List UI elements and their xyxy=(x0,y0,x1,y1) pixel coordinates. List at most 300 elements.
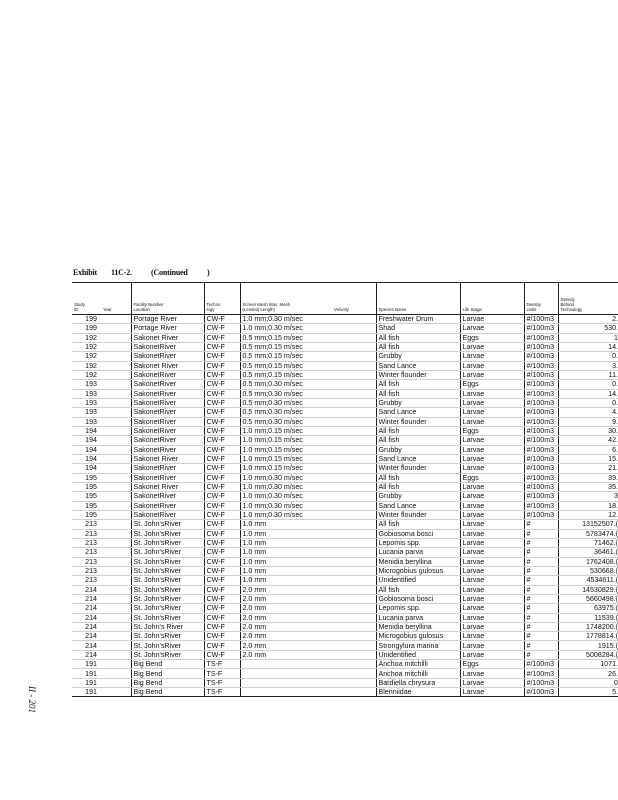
cell-life-stage: Larvae xyxy=(460,482,524,491)
cell-technology: CW-F xyxy=(204,622,240,631)
cell-screen-mesh: 0.5 mm;0.30 m/sec xyxy=(240,380,332,389)
cell-screen-mesh: 0.5 mm;0.30 m/sec xyxy=(240,389,332,398)
cell-location: SakonetRiver xyxy=(131,380,204,389)
cell-location: St. John's River xyxy=(131,622,204,631)
cell-location: Sakonet River xyxy=(131,454,204,463)
col-header-density-units: Density Units xyxy=(524,283,558,315)
cell-density-units: # xyxy=(524,613,558,622)
cell-screen-mesh: 1.0 mm xyxy=(240,557,332,566)
cell-location: St. John'sRiver xyxy=(131,641,204,650)
table-row xyxy=(72,632,618,641)
cell-technology: CW-F xyxy=(204,408,240,417)
cell-screen-mesh: 0.5 mm;0.15 m/sec xyxy=(240,342,332,351)
cell-species: Bardiella chrysura xyxy=(376,678,460,687)
cell-velocity xyxy=(332,622,376,631)
cell-life-stage: Larvae xyxy=(460,688,524,697)
cell-technology: CW-F xyxy=(204,380,240,389)
cell-study-id: 194 xyxy=(72,464,101,473)
cell-velocity xyxy=(332,613,376,622)
cell-density-value: 14530829.( xyxy=(558,585,618,594)
cell-location: Big Bend xyxy=(131,688,204,697)
cell-study-id: 213 xyxy=(72,548,101,557)
cell-velocity xyxy=(332,417,376,426)
cell-location: Portage River xyxy=(131,324,204,333)
cell-velocity xyxy=(332,557,376,566)
cell-density-units: # xyxy=(524,650,558,659)
cell-year xyxy=(101,361,131,370)
cell-screen-mesh: 1.0 mm xyxy=(240,520,332,529)
cell-technology: CW-F xyxy=(204,324,240,333)
cell-species: Microgobius gulosus xyxy=(376,632,460,641)
cell-density-value: 0. xyxy=(558,380,618,389)
cell-species: Anchoa mitchilli xyxy=(376,669,460,678)
table-row xyxy=(72,342,618,351)
cell-density-value: 0. xyxy=(558,352,618,361)
cell-species: Lepomis spp. xyxy=(376,604,460,613)
col-header-year: Year xyxy=(101,283,131,315)
cell-study-id: 195 xyxy=(72,492,101,501)
cell-study-id: 213 xyxy=(72,538,101,547)
cell-technology: CW-F xyxy=(204,352,240,361)
cell-year xyxy=(101,604,131,613)
cell-velocity xyxy=(332,548,376,557)
cell-screen-mesh: 1.0 mm xyxy=(240,529,332,538)
cell-density-units: #/100m3 xyxy=(524,315,558,324)
cell-location: St. John'sRiver xyxy=(131,576,204,585)
cell-species: Lepomis spp. xyxy=(376,538,460,547)
cell-velocity xyxy=(332,370,376,379)
cell-year xyxy=(101,482,131,491)
col-header-velocity: Velocity xyxy=(332,283,376,315)
cell-velocity xyxy=(332,315,376,324)
cell-technology: CW-F xyxy=(204,548,240,557)
cell-location: St. John'sRiver xyxy=(131,604,204,613)
cell-location: St. John'sRiver xyxy=(131,557,204,566)
cell-location: Sakonet River xyxy=(131,333,204,342)
table-row xyxy=(72,436,618,445)
cell-study-id: 192 xyxy=(72,352,101,361)
cell-density-units: #/100m3 xyxy=(524,660,558,669)
cell-technology: CW-F xyxy=(204,426,240,435)
cell-velocity xyxy=(332,566,376,575)
cell-year xyxy=(101,678,131,687)
cell-study-id: 191 xyxy=(72,678,101,687)
cell-screen-mesh: 2.0 mm xyxy=(240,641,332,650)
cell-year xyxy=(101,501,131,510)
cell-life-stage: Larvae xyxy=(460,632,524,641)
table-row xyxy=(72,566,618,575)
cell-year xyxy=(101,660,131,669)
cell-location: SakonetRiver xyxy=(131,510,204,519)
cell-life-stage: Larvae xyxy=(460,510,524,519)
table-row xyxy=(72,380,618,389)
cell-screen-mesh: 0.5 mm;0.15 m/sec xyxy=(240,370,332,379)
cell-screen-mesh: 1.0 mm;0.15 m/sec xyxy=(240,445,332,454)
cell-density-units: #/100m3 xyxy=(524,669,558,678)
cell-density-value: 0. xyxy=(558,398,618,407)
cell-density-value: 530. xyxy=(558,324,618,333)
cell-species: Grubby xyxy=(376,492,460,501)
cell-year xyxy=(101,557,131,566)
cell-screen-mesh: 1.0 mm xyxy=(240,576,332,585)
cell-technology: CW-F xyxy=(204,445,240,454)
cell-species: Sand Lance xyxy=(376,454,460,463)
table-row xyxy=(72,660,618,669)
cell-density-value: 63975.( xyxy=(558,604,618,613)
cell-year xyxy=(101,613,131,622)
cell-study-id: 214 xyxy=(72,641,101,650)
cell-life-stage: Eggs xyxy=(460,660,524,669)
cell-density-units: #/100m3 xyxy=(524,361,558,370)
cell-screen-mesh: 2.0 mm xyxy=(240,594,332,603)
cell-density-units: # xyxy=(524,576,558,585)
col-header-life-stage: Life Stage xyxy=(460,283,524,315)
cell-year xyxy=(101,576,131,585)
cell-density-value: 1748200.( xyxy=(558,622,618,631)
cell-life-stage: Larvae xyxy=(460,370,524,379)
cell-year xyxy=(101,510,131,519)
cell-life-stage: Larvae xyxy=(460,315,524,324)
table-row xyxy=(72,594,618,603)
table-header-row xyxy=(72,283,618,315)
cell-species: Menidia beryllina xyxy=(376,622,460,631)
cell-year xyxy=(101,566,131,575)
cell-life-stage: Larvae xyxy=(460,594,524,603)
cell-year xyxy=(101,529,131,538)
cell-density-value: 1778814.( xyxy=(558,632,618,641)
cell-velocity xyxy=(332,454,376,463)
cell-study-id: 193 xyxy=(72,389,101,398)
cell-year xyxy=(101,669,131,678)
cell-location: SakonetRiver xyxy=(131,370,204,379)
cell-study-id: 191 xyxy=(72,669,101,678)
cell-study-id: 192 xyxy=(72,333,101,342)
cell-species: All fish xyxy=(376,482,460,491)
cell-life-stage: Larvae xyxy=(460,622,524,631)
cell-screen-mesh: 1.0 mm;0.15 m/sec xyxy=(240,426,332,435)
cell-life-stage: Larvae xyxy=(460,650,524,659)
cell-study-id: 193 xyxy=(72,380,101,389)
cell-life-stage: Larvae xyxy=(460,604,524,613)
table-row xyxy=(72,389,618,398)
cell-screen-mesh: 2.0 mm xyxy=(240,632,332,641)
col-header-screen-mesh: Screen Mesh Max. Mesh (Lenslat) Length) xyxy=(240,283,332,315)
cell-density-units: #/100m3 xyxy=(524,324,558,333)
cell-life-stage: Larvae xyxy=(460,492,524,501)
cell-technology: CW-F xyxy=(204,454,240,463)
cell-density-value: 6. xyxy=(558,445,618,454)
cell-technology: CW-F xyxy=(204,520,240,529)
cell-technology: CW-F xyxy=(204,436,240,445)
cell-location: Big Bend xyxy=(131,678,204,687)
cell-density-units: #/100m3 xyxy=(524,501,558,510)
cell-study-id: 199 xyxy=(72,324,101,333)
cell-density-value: 1071. xyxy=(558,660,618,669)
cell-velocity xyxy=(332,324,376,333)
cell-technology: CW-F xyxy=(204,604,240,613)
cell-velocity xyxy=(332,641,376,650)
cell-technology: CW-F xyxy=(204,370,240,379)
cell-density-value: 14. xyxy=(558,389,618,398)
cell-year xyxy=(101,473,131,482)
cell-study-id: 195 xyxy=(72,510,101,519)
table-row xyxy=(72,501,618,510)
cell-technology: CW-F xyxy=(204,482,240,491)
table-row xyxy=(72,315,618,324)
cell-technology: CW-F xyxy=(204,389,240,398)
col-header-technology: Techno logy xyxy=(204,283,240,315)
cell-density-value: 14. xyxy=(558,342,618,351)
cell-velocity xyxy=(332,688,376,697)
exhibit-close-paren: ) xyxy=(207,268,210,277)
cell-study-id: 214 xyxy=(72,604,101,613)
cell-technology: CW-F xyxy=(204,585,240,594)
cell-technology: CW-F xyxy=(204,333,240,342)
cell-density-value: 3. xyxy=(558,361,618,370)
cell-density-value: 9. xyxy=(558,417,618,426)
cell-screen-mesh: 0.5 mm;0.30 m/sec xyxy=(240,398,332,407)
table-row xyxy=(72,426,618,435)
cell-location: Sakonet River xyxy=(131,361,204,370)
table-row xyxy=(72,538,618,547)
cell-density-value: 4. xyxy=(558,408,618,417)
cell-density-units: #/100m3 xyxy=(524,678,558,687)
cell-velocity xyxy=(332,436,376,445)
cell-density-units: #/100m3 xyxy=(524,436,558,445)
cell-density-units: # xyxy=(524,538,558,547)
cell-screen-mesh: 2.0 mm xyxy=(240,650,332,659)
cell-life-stage: Larvae xyxy=(460,389,524,398)
col-header-density-behind: Density Behind Technology xyxy=(558,283,618,315)
cell-study-id: 192 xyxy=(72,342,101,351)
cell-life-stage: Larvae xyxy=(460,352,524,361)
cell-screen-mesh: 2.0 mm xyxy=(240,585,332,594)
cell-study-id: 192 xyxy=(72,370,101,379)
cell-location: SakonetRiver xyxy=(131,445,204,454)
cell-life-stage: Larvae xyxy=(460,445,524,454)
table-row xyxy=(72,650,618,659)
cell-density-value: 12. xyxy=(558,510,618,519)
cell-year xyxy=(101,342,131,351)
cell-technology: TS-F xyxy=(204,660,240,669)
cell-density-value: 0 xyxy=(558,678,618,687)
cell-year xyxy=(101,622,131,631)
cell-location: Big Bend xyxy=(131,669,204,678)
cell-year xyxy=(101,538,131,547)
cell-velocity xyxy=(332,492,376,501)
cell-screen-mesh: 1.0 mm;0.30 m/sec xyxy=(240,510,332,519)
cell-density-value: 71462.( xyxy=(558,538,618,547)
cell-species: Unidentified xyxy=(376,576,460,585)
cell-study-id: 191 xyxy=(72,688,101,697)
cell-life-stage: Larvae xyxy=(460,557,524,566)
cell-technology: CW-F xyxy=(204,315,240,324)
cell-year xyxy=(101,333,131,342)
cell-velocity xyxy=(332,473,376,482)
cell-density-units: # xyxy=(524,566,558,575)
cell-study-id: 191 xyxy=(72,660,101,669)
cell-technology: CW-F xyxy=(204,473,240,482)
cell-year xyxy=(101,408,131,417)
table-row xyxy=(72,333,618,342)
cell-species: Grubby xyxy=(376,445,460,454)
cell-life-stage: Eggs xyxy=(460,333,524,342)
cell-year xyxy=(101,370,131,379)
cell-study-id: 213 xyxy=(72,520,101,529)
cell-technology: CW-F xyxy=(204,417,240,426)
cell-screen-mesh: 1.0 mm;0.30 m/sec xyxy=(240,315,332,324)
cell-screen-mesh: 0.5 mm;0.30 m/sec xyxy=(240,417,332,426)
cell-life-stage: Eggs xyxy=(460,473,524,482)
cell-density-units: #/100m3 xyxy=(524,352,558,361)
cell-life-stage: Larvae xyxy=(460,342,524,351)
table-row xyxy=(72,464,618,473)
cell-density-value: 5008284.( xyxy=(558,650,618,659)
cell-location: SakonetRiver xyxy=(131,426,204,435)
cell-density-units: # xyxy=(524,641,558,650)
cell-year xyxy=(101,352,131,361)
cell-technology: CW-F xyxy=(204,566,240,575)
cell-technology: CW-F xyxy=(204,613,240,622)
cell-study-id: 214 xyxy=(72,622,101,631)
cell-velocity xyxy=(332,678,376,687)
cell-velocity xyxy=(332,594,376,603)
cell-screen-mesh: 1.0 mm;0.30 m/sec xyxy=(240,492,332,501)
cell-study-id: 213 xyxy=(72,576,101,585)
cell-technology: CW-F xyxy=(204,632,240,641)
cell-screen-mesh: 1.0 mm;0.30 m/sec xyxy=(240,482,332,491)
cell-year xyxy=(101,315,131,324)
cell-species: All fish xyxy=(376,585,460,594)
cell-species: Gobiosoma bosci xyxy=(376,594,460,603)
cell-location: St. John'sRiver xyxy=(131,529,204,538)
cell-species: Blenniidae xyxy=(376,688,460,697)
cell-location: St. John'sRiver xyxy=(131,650,204,659)
cell-species: Unidentified xyxy=(376,650,460,659)
cell-species: Winter flounder xyxy=(376,417,460,426)
cell-density-value: 11539.( xyxy=(558,613,618,622)
cell-technology: CW-F xyxy=(204,510,240,519)
table-row xyxy=(72,520,618,529)
cell-study-id: 195 xyxy=(72,482,101,491)
cell-life-stage: Larvae xyxy=(460,548,524,557)
cell-year xyxy=(101,632,131,641)
data-table xyxy=(72,282,618,697)
table-row xyxy=(72,688,618,697)
cell-technology: TS-F xyxy=(204,669,240,678)
cell-life-stage: Larvae xyxy=(460,585,524,594)
cell-velocity xyxy=(332,380,376,389)
cell-screen-mesh: 2.0 mm xyxy=(240,604,332,613)
cell-year xyxy=(101,426,131,435)
cell-location: SakonetRiver xyxy=(131,398,204,407)
cell-location: St. John'sRiver xyxy=(131,632,204,641)
cell-velocity xyxy=(332,464,376,473)
cell-life-stage: Larvae xyxy=(460,678,524,687)
cell-location: SakonetRiver xyxy=(131,436,204,445)
cell-life-stage: Larvae xyxy=(460,436,524,445)
cell-species: All fish xyxy=(376,520,460,529)
cell-species: All fish xyxy=(376,473,460,482)
cell-density-units: #/100m3 xyxy=(524,510,558,519)
cell-species: Sand Lance xyxy=(376,408,460,417)
cell-location: SakonetRiver xyxy=(131,408,204,417)
cell-species: Freshwater Drum xyxy=(376,315,460,324)
cell-density-units: #/100m3 xyxy=(524,426,558,435)
cell-location: SakonetRiver xyxy=(131,352,204,361)
table-row xyxy=(72,604,618,613)
cell-year xyxy=(101,380,131,389)
cell-screen-mesh: 2.0 mm xyxy=(240,622,332,631)
cell-density-value: 1762408.( xyxy=(558,557,618,566)
cell-velocity xyxy=(332,650,376,659)
cell-species: Microgobius gulosus xyxy=(376,566,460,575)
cell-screen-mesh: 0.5 mm;0.15 m/sec xyxy=(240,361,332,370)
cell-study-id: 192 xyxy=(72,361,101,370)
cell-study-id: 195 xyxy=(72,501,101,510)
cell-density-units: # xyxy=(524,632,558,641)
cell-density-value: 30. xyxy=(558,426,618,435)
cell-year xyxy=(101,324,131,333)
cell-study-id: 194 xyxy=(72,445,101,454)
table-row xyxy=(72,417,618,426)
table-row xyxy=(72,454,618,463)
cell-study-id: 214 xyxy=(72,613,101,622)
cell-year xyxy=(101,398,131,407)
cell-species: All fish xyxy=(376,333,460,342)
cell-species: All fish xyxy=(376,436,460,445)
cell-species: Shad xyxy=(376,324,460,333)
cell-species: All fish xyxy=(376,426,460,435)
cell-screen-mesh: 1.0 mm;0.30 m/sec xyxy=(240,473,332,482)
cell-location: St. John'sRiver xyxy=(131,520,204,529)
table-row xyxy=(72,678,618,687)
cell-study-id: 213 xyxy=(72,557,101,566)
cell-life-stage: Eggs xyxy=(460,380,524,389)
cell-density-units: #/100m3 xyxy=(524,445,558,454)
table-row xyxy=(72,529,618,538)
cell-location: St. John'sRiver xyxy=(131,585,204,594)
cell-screen-mesh xyxy=(240,669,332,678)
cell-species: Sand Lance xyxy=(376,361,460,370)
cell-screen-mesh: 1.0 mm;0.30 m/sec xyxy=(240,501,332,510)
cell-species: Winter flounder xyxy=(376,464,460,473)
cell-density-value: 26. xyxy=(558,669,618,678)
table-row xyxy=(72,473,618,482)
cell-density-units: #/100m3 xyxy=(524,389,558,398)
col-header-facility-location: Facility Number Location xyxy=(131,283,204,315)
cell-year xyxy=(101,585,131,594)
table-row xyxy=(72,576,618,585)
cell-life-stage: Larvae xyxy=(460,408,524,417)
exhibit-continued: (Continued xyxy=(151,268,188,277)
cell-study-id: 194 xyxy=(72,426,101,435)
cell-year xyxy=(101,650,131,659)
cell-technology: CW-F xyxy=(204,342,240,351)
cell-screen-mesh: 1.0 mm;0.30 m/sec xyxy=(240,324,332,333)
cell-technology: CW-F xyxy=(204,501,240,510)
cell-year xyxy=(101,436,131,445)
cell-density-value: 1915.( xyxy=(558,641,618,650)
cell-life-stage: Larvae xyxy=(460,324,524,333)
cell-velocity xyxy=(332,604,376,613)
cell-life-stage: Larvae xyxy=(460,613,524,622)
cell-technology: CW-F xyxy=(204,538,240,547)
cell-year xyxy=(101,454,131,463)
cell-density-value: 5. xyxy=(558,688,618,697)
cell-study-id: 213 xyxy=(72,529,101,538)
cell-life-stage: Larvae xyxy=(460,464,524,473)
